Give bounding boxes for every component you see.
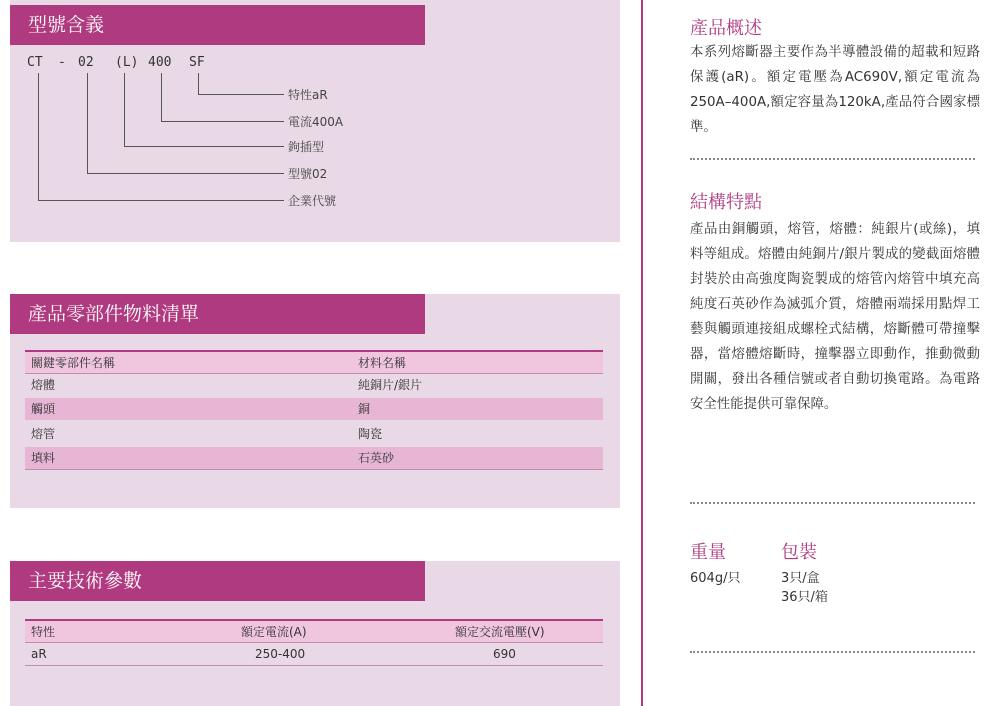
tech-voltage: 690 <box>493 647 516 661</box>
line-v-type <box>124 73 125 146</box>
overview-title: 產品概述 <box>690 18 762 39</box>
weight-title: 重量 <box>690 542 726 563</box>
packing-value-case: 36只/箱 <box>781 590 828 605</box>
code-char: SF <box>189 55 205 70</box>
parts-header-material: 材料名稱 <box>358 356 407 370</box>
part-name: 觸頭 <box>31 402 56 416</box>
code-dash: - <box>58 55 66 70</box>
divider <box>690 651 975 653</box>
tech-current: 250-400 <box>255 647 306 661</box>
weight-value: 604g/只 <box>690 571 741 586</box>
line-h-current <box>161 121 284 122</box>
label-company: 企業代號 <box>288 194 337 208</box>
line-h-company <box>38 200 284 201</box>
line-v-company <box>38 73 39 200</box>
tech-title: 主要技術參數 <box>10 561 425 601</box>
part-material: 石英砂 <box>358 451 395 465</box>
divider <box>690 502 975 504</box>
table-row <box>25 374 603 396</box>
structure-title: 結構特點 <box>690 192 762 213</box>
part-name: 填料 <box>31 451 56 465</box>
line-v-model <box>87 73 88 173</box>
part-material: 銅 <box>358 402 371 416</box>
tech-header-voltage: 額定交流電壓(V) <box>455 625 545 639</box>
column-divider <box>641 0 643 706</box>
tech-header-char: 特性 <box>31 625 56 639</box>
model-title: 型號含義 <box>10 5 425 45</box>
label-type: 鉤插型 <box>288 140 325 154</box>
tech-header-row <box>25 619 603 643</box>
line-h-type <box>124 146 284 147</box>
line-h-model <box>87 173 284 174</box>
table-row <box>25 398 603 420</box>
overview-text: 本系列熔斷器主要作為半導體設備的超載和短路保護(aR)。額定電壓為AC690V,額定電流為250A–400A,額定容量為120kA,產品符合國家標準。 <box>690 45 980 135</box>
label-model: 型號02 <box>288 167 328 181</box>
divider <box>690 158 975 160</box>
part-name: 熔管 <box>31 427 56 441</box>
table-row <box>25 423 603 445</box>
code-type: (L) <box>115 55 139 70</box>
part-name: 熔體 <box>31 378 56 392</box>
label-current: 電流400A <box>288 115 344 129</box>
parts-header-part: 關鍵零部件名稱 <box>31 356 116 370</box>
packing-title: 包裝 <box>781 542 817 563</box>
part-material: 純銅片/銀片 <box>358 378 423 392</box>
line-v-char <box>198 73 199 94</box>
table-row <box>25 643 603 666</box>
line-v-current <box>161 73 162 121</box>
table-row <box>25 447 603 470</box>
code-model: 02 <box>78 55 94 70</box>
part-material: 陶瓷 <box>358 427 383 441</box>
parts-header-row <box>25 350 603 374</box>
parts-title: 產品零部件物料清單 <box>10 294 425 334</box>
tech-header-current: 額定電流(A) <box>241 625 307 639</box>
code-company: CT <box>27 55 43 70</box>
label-char: 特性aR <box>288 88 328 102</box>
tech-char: aR <box>31 647 47 661</box>
structure-text: 產品由銅觸頭，熔管，熔體：純銀片(或絲)，填料等組成。熔體由純銅片/銀片製成的變截面熔體封裝於由高強度陶瓷製成的熔管內熔管中填充高純度石英砂作為滅弧介質，熔體兩端採用點焊工藝與觸頭連接組成螺栓式結構，熔斷體可帶撞擊器，當熔體熔斷時，撞擊器立即動作，推動微動開關，發出各種信號或者自動切換電路。為電路安全性能提供可靠保障。 <box>690 222 980 412</box>
packing-value-box: 3只/盒 <box>781 571 820 586</box>
line-h-char <box>198 94 284 95</box>
code-current: 400 <box>148 55 172 70</box>
